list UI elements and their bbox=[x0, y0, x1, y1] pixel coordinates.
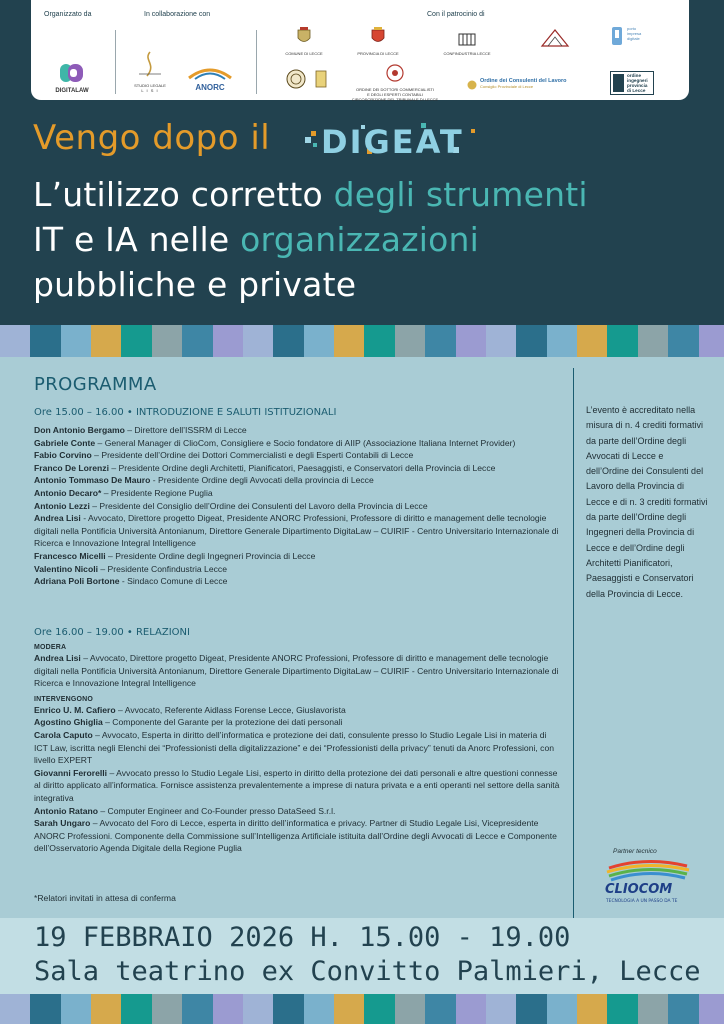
architetti-mark-icon bbox=[540, 28, 570, 48]
speaker-entry bbox=[34, 449, 562, 462]
crest-icon bbox=[315, 69, 327, 89]
speaker-entry bbox=[34, 817, 562, 855]
speaker-entry bbox=[34, 437, 562, 450]
speaker-role: – Avvocato del Foro di Lecce, esperta in diritto dell’informatica e privacy. Partner di Studio Legale Lisi, Vicepresidente ANORC Professioni. Componente della Commissione sull’Intelligenza Artificiale istituita dall’Ordine degli Avvocati di Lecce e Componente dell’Osservatorio Agenda Digitale della Regione Puglia bbox=[34, 818, 557, 854]
speaker-role: – Presidente Ordine degli Architetti, Pianificatori, Paesaggisti, e Conservatori della Provincia di Lecce bbox=[108, 462, 496, 473]
speaker-entry bbox=[34, 512, 562, 550]
porto-mark-icon bbox=[611, 26, 623, 46]
speaker-name: Antonio Lezzi bbox=[34, 500, 90, 511]
speaker-entry bbox=[34, 704, 562, 717]
speaker-name: Franco De Lorenzi bbox=[34, 462, 109, 473]
commercialisti-logo: ORDINE DEI DOTTORI COMMERCIALISTI E DEGLI ESPERTI CONTABILI CIRCOSCRIZIONE DEL TRIBUNALE DI LECCE bbox=[349, 64, 441, 102]
main-title bbox=[33, 172, 703, 307]
cliocom-wordmark: CLIOCOM bbox=[605, 882, 673, 897]
cliocom-tagline: TECNOLOGIA A UN PASSO DA TE bbox=[606, 899, 678, 904]
speaker-name: Antonio Tommaso De Mauro bbox=[34, 475, 151, 486]
sidebar-divider bbox=[573, 368, 574, 918]
program-heading: PROGRAMMA bbox=[34, 374, 157, 395]
speaker-role: – Avvocato, Esperta in diritto dell’informatica e protezione dei dati, consulente presso lo Studio Legale Lisi in materia di ICT Law, iscritta negli Elenchi dei “Professionisti della digitalizzazione” e dei “Professionisti della privacy” tenuti da Anorc Professioni, con livello EXPERT bbox=[34, 729, 555, 766]
speaker-name: Agostino Ghiglia bbox=[34, 717, 103, 728]
speaker-name: Gabriele Conte bbox=[34, 437, 96, 448]
color-stripe-bottom bbox=[0, 994, 724, 1024]
session-1-heading: Ore 15.00 – 16.00 • INTRODUZIONE E SALUTI ISTITUZIONALI bbox=[34, 407, 337, 418]
speaker-entry bbox=[34, 575, 562, 588]
title-line-3: pubbliche e private bbox=[33, 265, 357, 304]
partner-label: Partner tecnico bbox=[613, 848, 657, 855]
speaker-role: – Computer Engineer and Co-Founder presso DataSeed S.r.l. bbox=[97, 805, 336, 816]
speakers-label: INTERVENGONO bbox=[34, 695, 94, 703]
speaker-role: – Presidente Confindustria Lecce bbox=[98, 563, 227, 574]
speaker-role: – Presidente Ordine degli Ingegneri Provincia di Lecce bbox=[105, 550, 316, 561]
title-line-2: IT e IA nelle organizzazioni bbox=[33, 220, 479, 259]
speaker-name: Andrea Lisi bbox=[34, 513, 81, 524]
speaker-entry bbox=[34, 474, 562, 487]
speaker-entry bbox=[34, 500, 562, 513]
speaker-entry bbox=[34, 563, 562, 576]
event-date: 19 FEBBRAIO 2026 H. 15.00 - 19.00 bbox=[34, 922, 571, 953]
speaker-role: – General Manager di ClioCom, Consigliere e Socio fondatore di AIIP (Associazione Italiana Internet Provider) bbox=[95, 437, 516, 448]
speaker-entry bbox=[34, 716, 562, 729]
patronage-label: Con il patrocinio di bbox=[427, 11, 485, 18]
consulenti-lavoro-logo: Ordine dei Consulenti del Lavoro Consiglio Provinciale di Lecce bbox=[467, 79, 587, 91]
digitalaw-logo: DIGITALAW bbox=[45, 62, 99, 94]
speaker-role: – Avvocato, Referente Aidlass Forense Lecce, Giuslavorista bbox=[115, 704, 346, 715]
comune-lecce-logo: COMUNE DI LECCE bbox=[284, 26, 324, 56]
speaker-entry bbox=[34, 487, 562, 500]
speaker-name: Giovanni Ferorelli bbox=[34, 767, 108, 778]
session-2-heading: Ore 16.00 – 19.00 • RELAZIONI bbox=[34, 627, 190, 638]
sponsor-logo-card bbox=[31, 0, 689, 100]
speaker-entry bbox=[34, 424, 562, 437]
digeat-logo bbox=[303, 117, 485, 161]
title-prefix: Vengo dopo il bbox=[33, 118, 271, 158]
footnote: *Relatori invitati in attesa di conferma bbox=[34, 893, 176, 903]
provincia-lecce-logo: PROVINCIA DI LECCE bbox=[353, 26, 403, 56]
moderator-entry: Andrea Lisi – Avvocato, Direttore progetto Digeat, Presidente ANORC Professioni, Professore di diritto e management delle tecnologie digitali nella Pontificia Università Antonianum, Direttore Generale Dipartimento DigitaLaw – CUIRIF - Centro Universitario Internazionale di Ricerca e Innovazione Integral Intelligence bbox=[34, 653, 559, 689]
ingegneri-logo: ordine ingegneri provincia di Lecce bbox=[610, 71, 654, 95]
color-stripe-top bbox=[0, 325, 724, 357]
speaker-name: Don Antonio Bergamo bbox=[34, 425, 125, 435]
speaker-role: - Sindaco Comune di Lecce bbox=[119, 576, 228, 587]
speaker-role: – Componente del Garante per la protezione dei dati personali bbox=[102, 717, 343, 728]
collaboration-label: In collaborazione con bbox=[144, 11, 211, 18]
credits-note: L’evento è accreditato nella misura di n. 4 crediti formativi da parte dell’Ordine degli Avvocati di Lecce e dell’Ordine dei Consulenti del Lavoro della Provincia di Lecce e di n. 3 crediti formativi da parte dell’Ordine degli Ingegneri della Provincia di Lecce e dell’Ordine degli Architetti Pianificatori, Paesaggisti e Conservatori della Provincia di Lecce. bbox=[586, 405, 708, 599]
architetti-logo bbox=[539, 28, 571, 53]
digitalaw-mark-icon bbox=[59, 62, 85, 84]
lisi-mark-icon bbox=[135, 50, 165, 78]
title-line-1: L’utilizzo corretto degli strumenti bbox=[33, 175, 588, 214]
speaker-entry bbox=[34, 805, 562, 818]
speaker-name: Francesco Micelli bbox=[34, 550, 106, 561]
speaker-name: Sarah Ungaro bbox=[34, 818, 91, 829]
speaker-name: Fabio Corvino bbox=[34, 450, 92, 461]
speaker-entry bbox=[34, 550, 562, 563]
seal-logo bbox=[285, 69, 307, 94]
university-logo bbox=[313, 69, 329, 94]
speaker-entry bbox=[34, 729, 562, 767]
relazioni-list bbox=[34, 642, 562, 855]
intro-speaker-list bbox=[34, 424, 562, 588]
anorc-mark-icon bbox=[185, 66, 235, 80]
speaker-role: - Presidente Ordine degli Avvocati della provincia di Lecce bbox=[150, 475, 374, 486]
speaker-name: Antonio Decaro* bbox=[34, 487, 102, 498]
confindustria-mark-icon bbox=[458, 32, 476, 46]
speaker-entry bbox=[34, 462, 562, 475]
studio-legale-lisi-logo: STUDIO LEGALE L I S I bbox=[123, 50, 177, 93]
speaker-role: – Presidente del Consiglio dell’Ordine dei Consulenti del Lavoro della Provincia di Lecce bbox=[89, 500, 428, 511]
cliocom-logo bbox=[601, 858, 693, 904]
coat-of-arms-icon bbox=[370, 26, 386, 46]
speaker-entry bbox=[34, 767, 562, 805]
speaker-name: Adriana Poli Bortone bbox=[34, 576, 120, 587]
speaker-name: Antonio Ratano bbox=[34, 805, 98, 816]
confindustria-logo: CONFINDUSTRIA LECCE bbox=[431, 32, 503, 56]
speaker-name: Enrico U. M. Cafiero bbox=[34, 704, 116, 715]
speaker-role: – Presidente dell’Ordine dei Dottori Commercialisti e degli Esperti Contabili di Lecce bbox=[91, 450, 414, 461]
organized-by-label: Organizzato da bbox=[44, 11, 92, 18]
ingegneri-mark-icon bbox=[613, 74, 624, 92]
anorc-logo: ANORC bbox=[181, 66, 239, 90]
speaker-name: Carola Caputo bbox=[34, 729, 93, 740]
divider bbox=[256, 30, 257, 94]
speaker-role: – Avvocato presso lo Studio Legale Lisi, esperto in diritto della protezione dei dati personali e altre questioni connesse al diritto applicato all’informatica. Fornisce assistenza prevalentemente a imprese di natura privata e a enti operanti nel settore della sanità integrativa bbox=[34, 767, 560, 803]
porto-impresa-digitale-logo: porto impresa digitale bbox=[611, 26, 671, 46]
consulenti-mark-icon bbox=[467, 79, 477, 91]
divider bbox=[115, 30, 116, 94]
event-venue: Sala teatrino ex Convitto Palmieri, Lecce bbox=[34, 956, 701, 987]
commercialisti-mark-icon bbox=[386, 64, 404, 82]
seal-icon bbox=[286, 69, 306, 89]
coat-of-arms-icon bbox=[296, 26, 312, 46]
digeat-wordmark: DIGEAT bbox=[321, 123, 464, 161]
speaker-role: – Direttore dell’ISSRM di Lecce bbox=[124, 425, 247, 435]
speaker-list bbox=[34, 704, 562, 855]
speaker-role: – Presidente Regione Puglia bbox=[101, 487, 213, 498]
speaker-role: - Avvocato, Direttore progetto Digeat, Presidente ANORC Professioni, Professore di diritto e management delle tecnologie digitali nella Pontificia Università Antonianum, Direttore Generale Dipartimento DigitaLaw – CUIRIF - Centro Universitario Internazionale di Ricerca e Innovazione Integral Intelligence bbox=[34, 513, 559, 549]
speaker-name: Valentino Nicoli bbox=[34, 563, 98, 574]
moderator-label: MODERA bbox=[34, 644, 67, 651]
